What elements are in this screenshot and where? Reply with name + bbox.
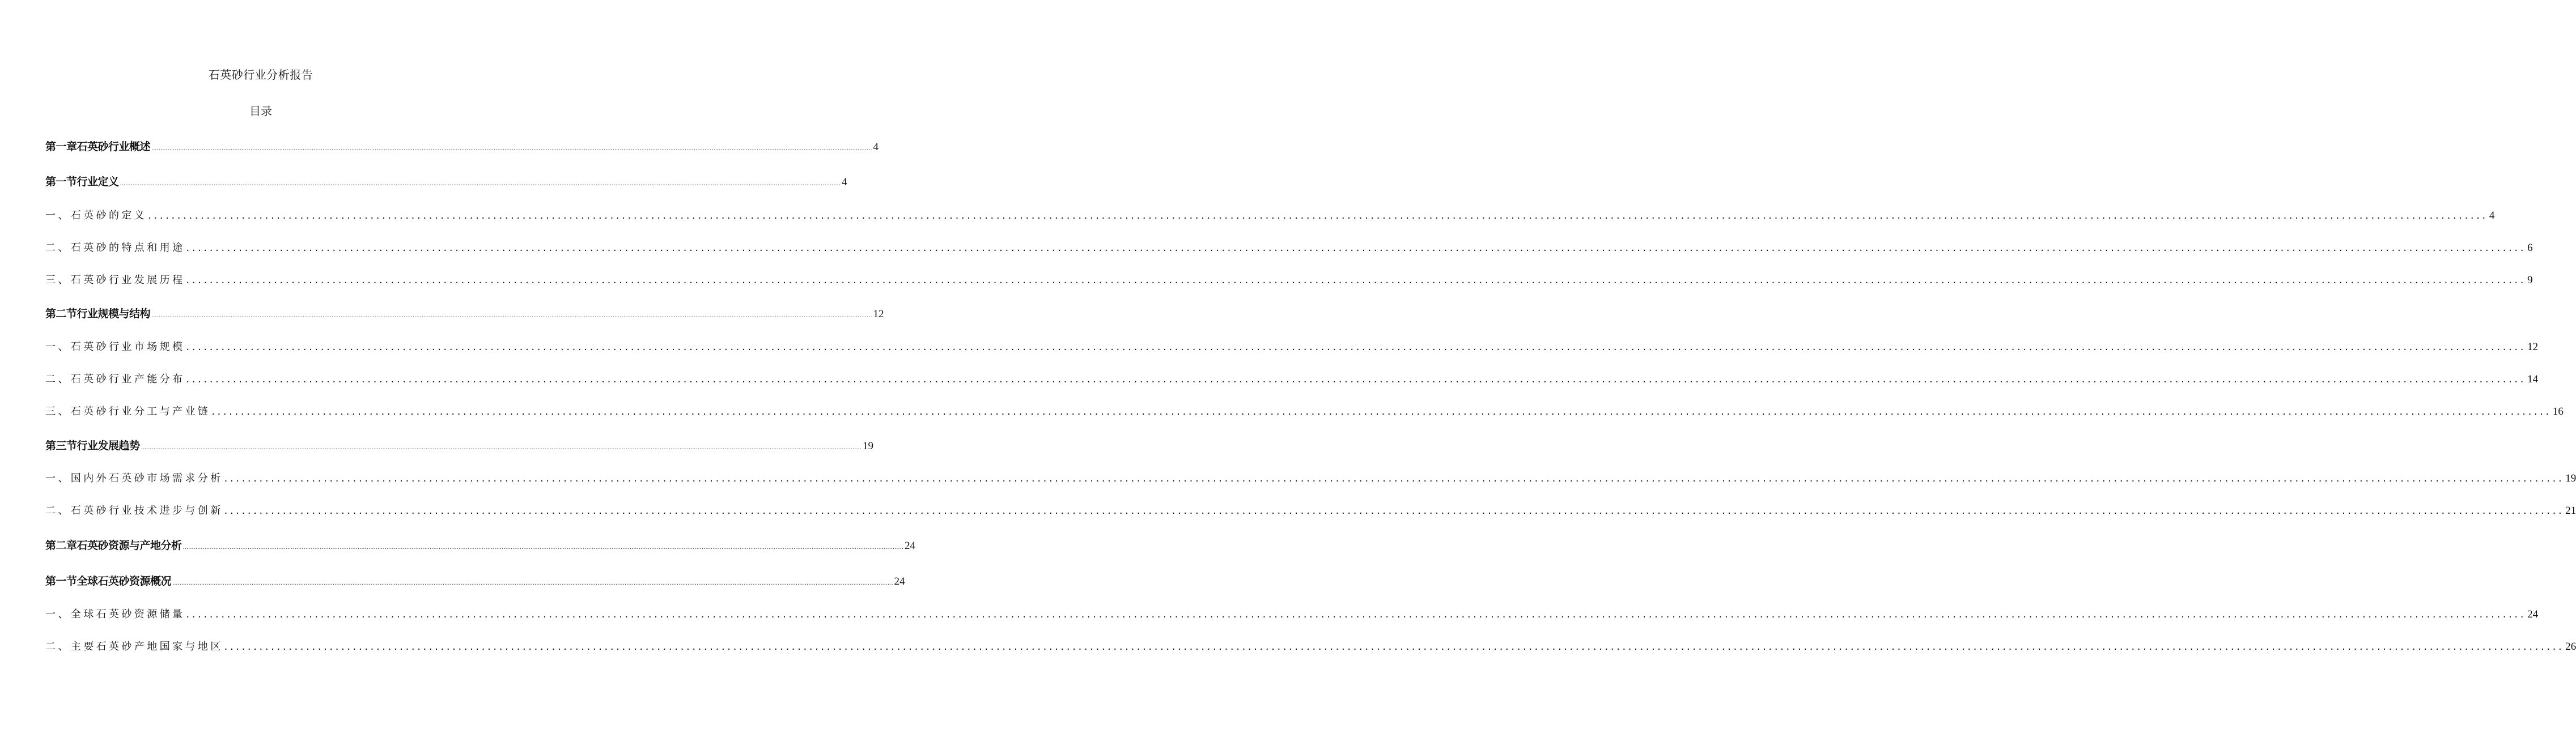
toc-entry-page: 4 <box>873 141 879 153</box>
toc-entry-item[interactable] <box>45 638 2576 653</box>
dot-leader: ................................................................................................................................................................................................................................................................................................................................................................................................................ <box>120 181 841 187</box>
toc-entry-section-1-2[interactable] <box>45 305 884 321</box>
dot-leader: ................................................................................................................................................................................................................................................................................................................................................................................................................ <box>186 274 2527 286</box>
dot-leader: ................................................................................................................................................................................................................................................................................................................................................................................................................ <box>186 373 2527 385</box>
document-title: 石英砂行业分析报告 <box>208 68 313 82</box>
dot-leader: ................................................................................................................................................................................................................................................................................................................................................................................................................ <box>186 341 2527 353</box>
toc-entry-page: 21 <box>2565 505 2576 517</box>
toc-entry-chapter-1[interactable] <box>45 138 879 154</box>
toc-entry-page: 24 <box>894 576 905 587</box>
toc-entry-page: 24 <box>905 540 915 552</box>
toc-entry-section-1-1[interactable] <box>45 173 847 189</box>
toc-entry-label: 一、石英砂行业市场规模 <box>45 341 185 353</box>
toc-entry-label: 一、国内外石英砂市场需求分析 <box>45 472 223 484</box>
toc-entry-label: 三、石英砂行业分工与产业链 <box>45 406 211 418</box>
toc-entry-item[interactable] <box>45 207 2495 222</box>
toc-entry-page: 26 <box>2565 641 2576 653</box>
dot-leader: ................................................................................................................................................................................................................................................................................................................................................................................................................ <box>224 641 2565 653</box>
dot-leader: ................................................................................................................................................................................................................................................................................................................................................................................................................ <box>151 146 872 152</box>
toc-entry-item[interactable] <box>45 606 2539 621</box>
toc-entry-item[interactable] <box>45 470 2576 485</box>
dot-leader: ................................................................................................................................................................................................................................................................................................................................................................................................................ <box>211 406 2552 418</box>
toc-entry-label: 第三节行业发展趋势 <box>45 440 140 452</box>
toc-entry-label: 一、石英砂的定义 <box>45 210 147 221</box>
dot-leader: ................................................................................................................................................................................................................................................................................................................................................................................................................ <box>186 242 2527 254</box>
dot-leader: ................................................................................................................................................................................................................................................................................................................................................................................................................ <box>186 608 2527 620</box>
dot-leader: ................................................................................................................................................................................................................................................................................................................................................................................................................ <box>183 544 903 551</box>
toc-entry-page: 19 <box>2565 472 2576 484</box>
toc-entry-item[interactable] <box>45 240 2533 254</box>
toc-entry-page: 4 <box>842 176 847 188</box>
toc-entry-item[interactable] <box>45 371 2539 386</box>
toc-entry-page: 16 <box>2552 406 2564 418</box>
dot-leader: ................................................................................................................................................................................................................................................................................................................................................................................................................ <box>224 472 2565 484</box>
dot-leader: ................................................................................................................................................................................................................................................................................................................................................................................................................ <box>148 210 2488 221</box>
toc-entry-page: 12 <box>2527 341 2539 353</box>
toc-entry-page: 9 <box>2527 274 2533 286</box>
dot-leader: ................................................................................................................................................................................................................................................................................................................................................................................................................ <box>141 445 862 451</box>
toc-entry-label: 第二章石英砂资源与产地分析 <box>45 539 182 552</box>
toc-entry-chapter-2[interactable] <box>45 537 915 552</box>
toc-entry-label: 二、主要石英砂产地国家与地区 <box>45 641 223 653</box>
toc-entry-item[interactable] <box>45 403 2564 418</box>
toc-entry-label: 第一章石英砂行业概述 <box>45 140 151 153</box>
toc-entry-label: 三、石英砂行业发展历程 <box>45 274 185 286</box>
toc-entry-section-1-3[interactable] <box>45 437 873 453</box>
toc-entry-page: 19 <box>863 440 873 452</box>
toc-entry-section-2-1[interactable] <box>45 573 905 588</box>
toc-entry-label: 一、全球石英砂资源储量 <box>45 608 185 620</box>
toc-entry-label: 二、石英砂行业技术进步与创新 <box>45 505 223 517</box>
toc-entry-page: 6 <box>2527 242 2533 254</box>
toc-entry-label: 第一节全球石英砂资源概况 <box>45 575 172 587</box>
toc-entry-label: 二、石英砂的特点和用途 <box>45 242 185 254</box>
toc-entry-page: 4 <box>2489 210 2495 221</box>
toc-entry-page: 12 <box>873 308 884 320</box>
dot-leader: ................................................................................................................................................................................................................................................................................................................................................................................................................ <box>172 580 893 586</box>
toc-entry-item[interactable] <box>45 502 2576 517</box>
toc-entry-label: 二、石英砂行业产能分布 <box>45 373 185 385</box>
toc-entry-label: 第二节行业规模与结构 <box>45 308 151 320</box>
toc-heading: 目录 <box>249 104 272 118</box>
toc-entry-item[interactable] <box>45 339 2539 353</box>
dot-leader: ................................................................................................................................................................................................................................................................................................................................................................................................................ <box>224 505 2565 517</box>
dot-leader: ................................................................................................................................................................................................................................................................................................................................................................................................................ <box>151 313 872 319</box>
toc-entry-item[interactable] <box>45 272 2533 287</box>
toc-entry-page: 24 <box>2527 608 2539 620</box>
toc-entry-label: 第一节行业定义 <box>45 176 119 188</box>
toc-entry-page: 14 <box>2527 373 2539 385</box>
